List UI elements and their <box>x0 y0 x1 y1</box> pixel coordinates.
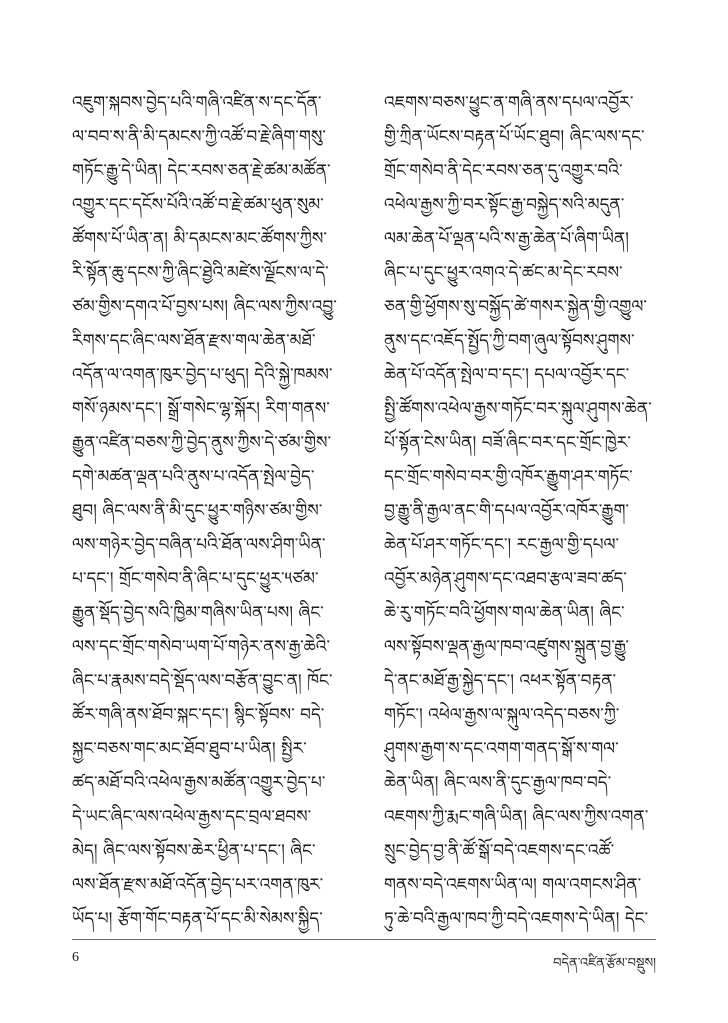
text-line: རྒྱུན་སྡོད་བྱེད་སའི་ཁྱིམ་གཞིས་ཡིན་པས། ཞིང་ <box>72 603 324 623</box>
footer-divider <box>72 939 656 940</box>
text-line: ཚོར་གཞི་ནས་ཐོབ་སྐང་དང་། སྙིང་སྟོབས་ བདེ་ <box>72 705 325 725</box>
text-line: འཕེལ་རྒྱས་ཀྱི་བར་སྟོང་རྒྱ་བསྐྱེད་སའི་མདུན་ <box>384 195 625 215</box>
text-line: གསོ་ཉམས་དང་། སྒྲོ་གསེང་ལྷ་སྐོར། རིག་གནས་ <box>72 399 330 419</box>
text-line: དགེ་མཚན་ལྡན་པའི་ནུས་པ་འདོན་སྤེལ་བྱེད་ <box>72 467 315 487</box>
text-line: ཤུགས་རྒྱག་ས་དང་འགག་གནད་སྒོ་ས་གལ་ <box>384 739 619 759</box>
text-line: ཚོགས་པོ་ཡིན་ན། མི་དམངས་མང་ཚོགས་ཀྱིས་ <box>72 229 327 249</box>
running-footer-title: བདེན་འཛིན་རྩོམ་བསྡུས། <box>553 956 656 971</box>
text-line: ལས་སྟོབས་ལྡན་རྒྱལ་ཁབ་འཛུགས་སྐྲུན་བྱ་རྒྱུ་ <box>384 637 630 657</box>
text-line: ལ་བབ་ས་ནི་མི་དམངས་ཀྱི་འཚོ་བ་རྗེ་ཞིག་གསུ་ <box>72 127 326 147</box>
text-line: དེ་ནང་མཐོ་རྒྱ་སྐྱེད་དང་། འཕར་སྟོན་བརྟན་ <box>384 671 617 691</box>
text-line: གྱི་ཀྲིན་ཡོངས་བརྟན་པོ་ཡོང་ཐུབ། ཞིང་ལས་དང་ <box>384 127 645 147</box>
text-line: འཇགས་བཅས་ཕྱུང་ན་གཞི་ནས་དཔལ་འབྱོར་ <box>384 93 634 113</box>
text-line: པོ་སྟོན་ངེས་ཡིན། བཟོ་ཞིང་བར་དང་གྲོང་ཁྱེར་ <box>384 433 631 453</box>
text-line: སྲུང་བྱེད་བྱ་ནི་ཚོ་སྒོ་བདེ་འཇགས་དང་འཚོ་ <box>384 841 615 861</box>
text-line: རྒྱུན་འཛིན་བཅས་ཀྱི་བྱེད་ནུས་ཀྱིས་དེ་ཙམ་གྱིས་ <box>72 433 332 453</box>
text-line: ལས་དང་གྲོང་གསེབ་ཡག་པོ་གཉེར་ནས་རྒྱ་ཆེའི་ <box>72 637 331 657</box>
text-line: གཏོང་རྒྱུ་དེ་ཡིན། དེང་རབས་ཅན་རྗེ་ཚམ་མཚོན་ <box>72 161 331 181</box>
text-line: ཐུབ། ཞིང་ལས་ནི་མི་དུང་ཕྱུར་གཉིས་ཙམ་གྱིས་ <box>72 501 323 521</box>
text-line: འཇགས་ཀྱི་རྨང་གཞི་ཡིན། ཞིང་ལས་ཀྱིས་འགན་ <box>384 807 649 827</box>
text-line: འདོན་ལ་འགན་ཁུར་བྱེད་པ་ཕུད། དེའི་སྐྱེ་ཁམས་ <box>72 365 333 385</box>
text-line: སྐྱང་བཅས་གང་མང་ཐོབ་ཐུབ་པ་ཡིན། སྤྱིར་ <box>72 739 307 759</box>
text-line: གཏོང་། འཕེལ་རྒྱས་ལ་སྐུལ་འདེད་བཅས་ཀྱི་ <box>384 705 620 725</box>
text-line: རིགས་དང་ཞིང་ལས་ཐོན་རྫས་གལ་ཆེན་མཐོ་ <box>72 331 316 351</box>
text-line: ལས་གཉེར་བྱེད་བཞིན་པའི་ཐོན་ལས་ཤིག་ཡིན་ <box>72 535 326 555</box>
text-line: ཙམ་གྱིས་དགའ་པོ་བྱས་པས། ཞིང་ལས་ཀྱིས་འབྱུ་ <box>72 297 337 317</box>
text-line: འབྱོར་མཉེན་ཤུགས་དང་འཐབ་རྩལ་ཟབ་ཚད་ <box>384 569 627 589</box>
text-line: ཆེ་རུ་གཏོང་བའི་ཕྱོགས་གལ་ཆེན་ཡིན། ཞིང་ <box>384 603 625 623</box>
left-text-column <box>72 86 362 936</box>
text-line: ནུས་དང་འཇོད་སྤྱོད་ཀྱི་བག་ཞུལ་སྟོབས་ཤུགས་ <box>384 331 635 351</box>
text-line: ལས་ཐོན་རྫས་མཐོ་འདོན་བྱེད་པར་འགན་ཁུར་ <box>72 875 324 895</box>
text-line: རི་སྟོན་ཆུ་དངས་ཀྱི་ཞིང་ཐྱེའི་མཛེས་ལྗོངས་ལ་དེ་ <box>72 263 329 283</box>
text-line: འགྱུར་དང་དངོས་པོའི་འཚོ་བ་རྗེ་ཚམ་ཕུན་སུམ་ <box>72 195 324 215</box>
page-number: 6 <box>72 950 79 965</box>
text-line: གནས་བདེ་འཇགས་ཡིན་ལ། གལ་འགངས་ཤིན་ <box>384 875 642 895</box>
text-line: ཆེན་པོ་ཤར་གཏོང་དང་། རང་རྒྱལ་གྱི་དཔལ་ <box>384 535 620 555</box>
right-text-column <box>384 86 674 936</box>
text-line: ཆེན་ཡིན། ཞིང་ལས་ནི་དུང་རྒྱལ་ཁབ་བདེ་ <box>384 773 612 793</box>
text-line: མེད། ཞིང་ལས་སྟོབས་ཆེར་ཕྱིན་པ་དང་། ཞིང་ <box>72 841 316 861</box>
text-line: ཆེན་པོ་འདོན་སྤེལ་བ་དང་། དཔལ་འབྱོར་དང་ <box>384 365 630 385</box>
text-line: དེ་ཡང་ཞིང་ལས་འཕེལ་རྒྱས་དང་བྲལ་ཐབས་ <box>72 807 312 827</box>
text-line: པ་དང་། གྲོང་གསེབ་ནི་ཞིང་པ་དུང་ཕྱུར་༥ཙམ་ <box>72 569 319 589</box>
text-line: ཅན་གྱི་ཕྱོགས་སུ་བསྐྱོད་ཚེ་གསར་སྐྱེན་གྱི་འགྱུལ་ <box>384 297 647 317</box>
text-line: བྱ་རྒྱུ་ནི་རྒྱལ་ནང་གི་དཔལ་འབྱོར་འཁོར་རྒྱུག་ <box>384 501 629 521</box>
text-line: ཞིང་པ་དུང་ཕྱུར་འགའ་དེ་ཚང་མ་དེང་རབས་ <box>384 263 623 283</box>
text-line: ཚད་མཐོ་བའི་འཕེལ་རྒྱས་མཚོན་འགྱུར་བྱེད་པ་ <box>72 773 326 793</box>
text-line: སྤྱི་ཚོགས་འཕེལ་རྒྱས་གཏོང་བར་སྐུལ་ཤུགས་ཆེན་ <box>384 399 652 419</box>
text-line: ལམ་ཆེན་པོ་ལྡན་པའི་ས་རྒྱ་ཆེན་པོ་ཞིག་ཡིན། <box>384 229 629 249</box>
text-line: གྲོང་གསེབ་ནི་དེང་རབས་ཅན་དུ་འགྱུར་བའི་ <box>384 161 623 181</box>
text-line: ཏུ་ཆེ་བའི་རྒྱལ་ཁབ་ཀྱི་བདེ་འཇགས་དེ་ཡིན། དེང་ <box>384 909 649 929</box>
text-line: ཡོད་པ། རྩོག་གོང་བརྟན་པོ་དང་མི་སེམས་སྐྱིད་ <box>72 909 323 929</box>
text-line: དང་གྲོང་གསེབ་བར་གྱི་འཁོར་རྒྱུག་ཤར་གཏོང་ <box>384 467 633 487</box>
text-line: འཇུག་སྐབས་བྱེད་པའི་གཞི་འཛིན་ས་དང་དོན་ <box>72 93 322 113</box>
text-line: ཞིང་པ་རྣམས་བདེ་སྡོད་ལས་བརྩོན་བྱུང་ན། ཁོང་ <box>72 671 333 691</box>
